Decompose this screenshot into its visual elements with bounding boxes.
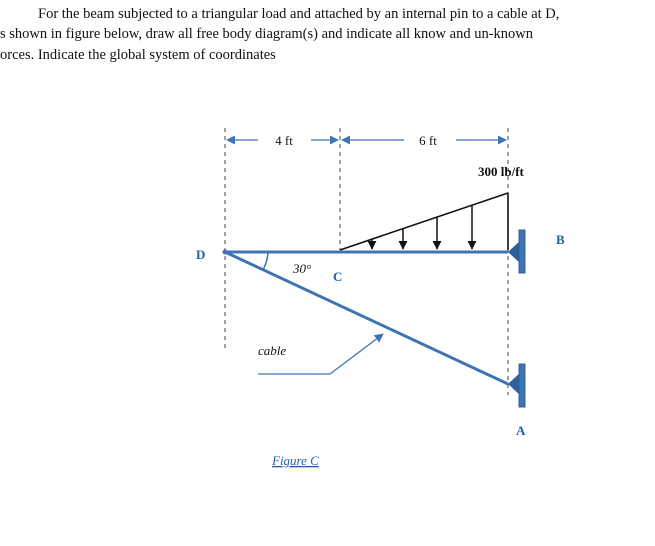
problem-line-2: s shown in figure below, draw all free body diagram(s) and indicate all know and un-known [0,26,533,42]
angle-arc [263,252,268,270]
support-A-wall [519,364,525,407]
label-D: D [196,247,206,262]
figure-caption: Figure C [272,453,319,468]
label-C: C [333,269,343,284]
dim-4ft-label: 4 ft [275,133,293,148]
problem-line-1: For the beam subjected to a triangular load and attached by an internal pin to a cable at D, [38,6,560,22]
angle-label: 30° [293,261,312,276]
dim-6ft-label: 6 ft [419,133,437,148]
cable [225,252,508,384]
pin-D [223,250,228,255]
load-label: 300 lb/ft [478,164,524,179]
support-B-wall [519,230,525,273]
cable-leader-arrow [330,334,383,374]
label-A: A [516,423,526,438]
problem-line-3: orces. Indicate the global system of coordinates [0,47,276,63]
cable-label: cable [258,343,287,358]
label-B: B [556,232,565,247]
load-hypotenuse [340,193,508,250]
load-arrows [372,205,472,249]
